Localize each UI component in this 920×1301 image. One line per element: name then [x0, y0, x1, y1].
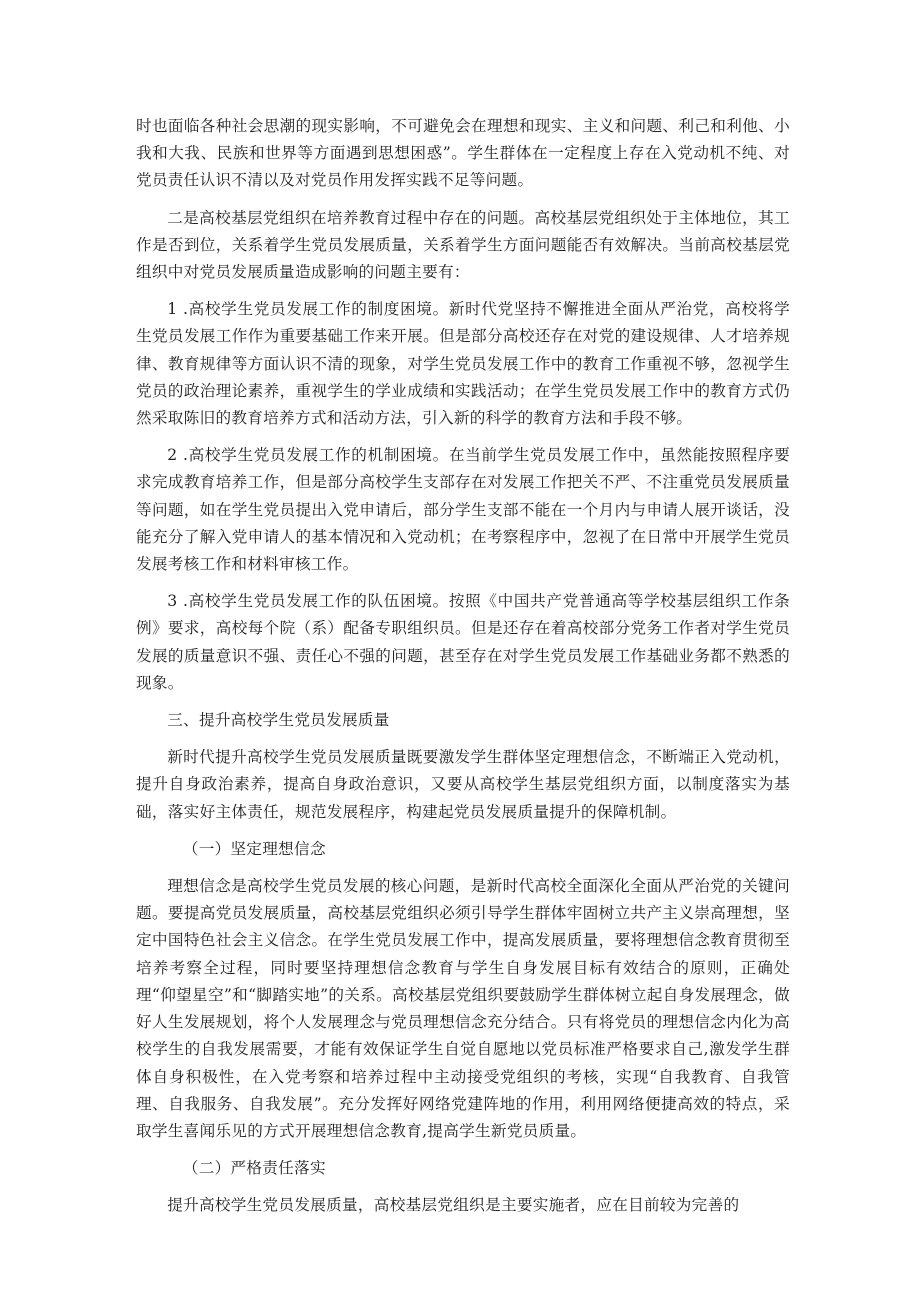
paragraph-ideals-and-beliefs: 理想信念是高校学生党员发展的核心问题，是新时代高校全面深化全面从严治党的关键问题。要提高党员发展质量，高校基层党组织必须引导学生群体牢固树立共产主义崇高理想，坚定中国特色社会主义信念。在学生党员发展工作中，提高发展质量，要将理想信念教育贯彻至培养考察全过程，同时要坚持理想信念教育与学生自身发展目标有效结合的原则，正确处理“仰望星空”和“脚踏实地”的关系。高校基层党组织要鼓励学生群体树立起自身发展理念，做好人生发展规划，将个人发展理念与党员理想信念充分结合。只有将党员的理想信念内化为高校学生的自我发展需要，才能有效保证学生自觉自愿地以党员标准严格要求自己,激发学生群体自身积极性，在入党考察和培养过程中主动接受党组织的考核，实现“自我教育、自我管理、自我服务、自我发展”。充分发挥好网络党建阵地的作用，利用网络便捷高效的特点，采取学生喜闻乐见的方式开展理想信念教育,提高学生新党员质量。 [136, 877, 790, 1140]
subheading-1: （一）坚定理想信念 [182, 839, 326, 858]
section-heading-3: 三、提升高校学生党员发展质量 [167, 711, 390, 730]
paragraph-responsibility: 提升高校学生党员发展质量，高校基层党组织是主要实施者，应在目前较为完善的 [167, 1196, 740, 1215]
subheading-2: （二）严格责任落实 [182, 1159, 326, 1178]
paragraph-team-dilemma: 3 .高校学生党员发展工作的队伍困境。按照《中国共产党普通高等学校基层组织工作条例》要求，高校每个院（系）配备专职组织员。但是还存在着高校部分党务工作者对学生党员发展的质量意识不强、责任心不强的问题，甚至存在对学生党员发展工作基础业务都不熟悉的现象。 [136, 592, 790, 692]
paragraph-institutional-dilemma: 1 .高校学生党员发展工作的制度困境。新时代党坚持不懈推进全面从严治党，高校将学生党员发展工作作为重要基础工作来开展。但是部分高校还存在对党的建设规律、人才培养规律、教育规律等方面认识不清的现象，对学生党员发展工作中的教育工作重视不够，忽视学生党员的政治理论素养，重视学生的学业成绩和实践活动；在学生党员发展工作中的教育方式仍然采取陈旧的教育培养方式和活动方法，引入新的科学的教育方法和手段不够。 [136, 300, 790, 428]
paragraph-mechanism-dilemma: 2 .高校学生党员发展工作的机制困境。在当前学生党员发展工作中，虽然能按照程序要求完成教育培养工作，但是部分高校学生支部存在对发展工作把关不严、不注重党员发展质量等问题，如在学生党员提出入党申请后，部分学生支部不能在一个月内与申请人展开谈话，没能充分了解入党申请人的基本情况和入党动机；在考察程序中，忽视了在日常中开展学生党员发展考核工作和材料审核工作。 [136, 446, 790, 574]
paragraph-grassroots-party-problems: 二是高校基层党组织在培养教育过程中存在的问题。高校基层党组织处于主体地位，其工作是否到位，关系着学生党员发展质量，关系着学生方面问题能否有效解决。当前高校基层党组织中对党员发展质量造成影响的问题主要有： [136, 208, 790, 282]
paragraph-continuation: 时也面临各种社会思潮的现实影响，不可避免会在理想和现实、主义和问题、利己和利他、小我和大我、民族和世界等方面遇到思想困惑”。学生群体在一定程度上存在入党动机不纯、对党员责任认识不清以及对党员作用发挥实践不足等问题。 [136, 117, 790, 190]
paragraph-section-3-intro: 新时代提升高校学生党员发展质量既要激发学生群体坚定理想信念，不断端正入党动机，提升自身政治素养，提高自身政治意识，又要从高校学生基层党组织方面，以制度落实为基础，落实好主体责任，规范发展程序，构建起党员发展质量提升的保障机制。 [136, 748, 790, 821]
document-body [136, 113, 790, 1230]
